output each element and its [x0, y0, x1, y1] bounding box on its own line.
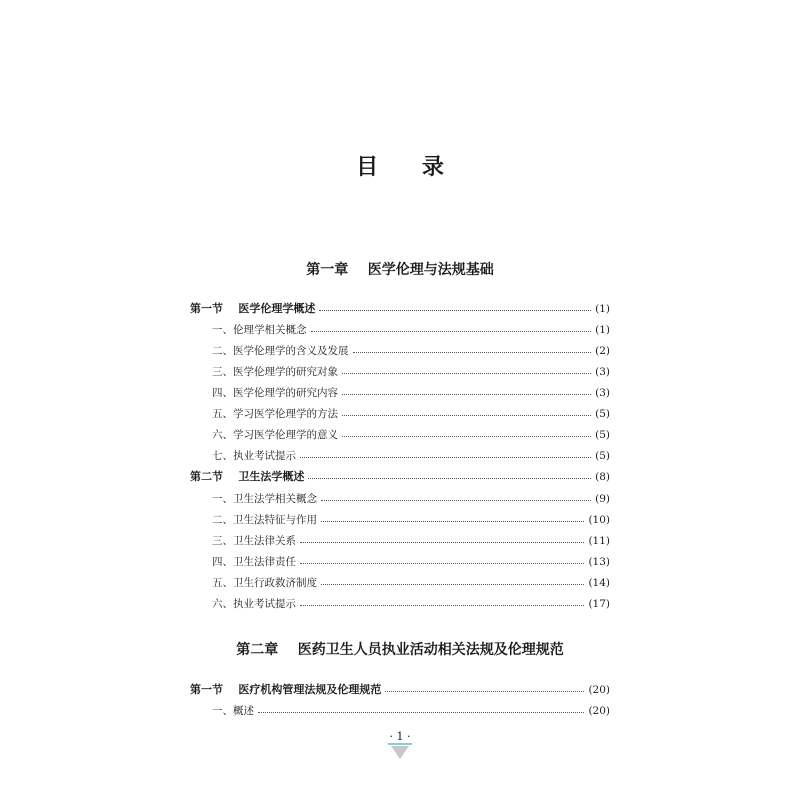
- toc-entry-page: (2): [595, 345, 610, 357]
- toc-entry-page: (1): [595, 303, 610, 315]
- dot-leader: [258, 711, 584, 713]
- toc-item-entry[interactable]: [190, 511, 610, 529]
- dot-leader: [353, 351, 592, 353]
- toc-item-entry[interactable]: [190, 702, 610, 720]
- folio-triangle-marker: [391, 746, 409, 759]
- toc-entry-page: (14): [588, 577, 610, 589]
- toc-entry-page: (11): [588, 535, 610, 547]
- toc-item-entry[interactable]: [190, 532, 610, 550]
- dot-leader: [385, 690, 584, 692]
- toc-item-entry[interactable]: [190, 342, 610, 360]
- toc-item-entry[interactable]: [190, 384, 610, 402]
- dot-leader: [321, 520, 584, 522]
- dot-leader: [342, 414, 591, 416]
- chapter-heading-2: 第二章 医药卫生人员执业活动相关法规及伦理规范: [236, 642, 564, 658]
- toc-entry-label: 三、医学伦理学的研究对象: [212, 366, 338, 378]
- toc-section-entry[interactable]: [190, 300, 610, 318]
- toc-entry-label: 一、概述: [212, 705, 254, 717]
- toc-entry-label: 第一节 医疗机构管理法规及伦理规范: [190, 683, 382, 696]
- toc-item-entry[interactable]: [190, 574, 610, 592]
- page-title: 目 录: [356, 155, 462, 180]
- toc-item-entry[interactable]: [190, 447, 610, 465]
- toc-entry-page: (5): [595, 450, 610, 462]
- toc-entry-page: (8): [595, 471, 610, 483]
- toc-entry-page: (1): [595, 324, 610, 336]
- dot-leader: [300, 562, 584, 564]
- toc-entry-page: (17): [588, 598, 610, 610]
- toc-entry-page: (3): [595, 387, 610, 399]
- toc-entry-label: 第一节 医学伦理学概述: [190, 302, 316, 315]
- toc-entry-label: 二、卫生法特征与作用: [212, 514, 317, 526]
- dot-leader: [321, 583, 584, 585]
- toc-item-entry[interactable]: [190, 426, 610, 444]
- toc-item-entry[interactable]: [190, 553, 610, 571]
- page-number: · 1 ·: [389, 730, 411, 743]
- toc-item-entry[interactable]: [190, 490, 610, 508]
- toc-entry-page: (10): [588, 514, 610, 526]
- toc-entry-label: 四、卫生法律责任: [212, 556, 296, 568]
- dot-leader: [300, 456, 591, 458]
- toc-entry-label: 七、执业考试提示: [212, 450, 296, 462]
- toc-entry-page: (5): [595, 408, 610, 420]
- toc-entry-label: 第二节 卫生法学概述: [190, 470, 305, 483]
- toc-entry-label: 三、卫生法律关系: [212, 535, 296, 547]
- dot-leader: [300, 541, 584, 543]
- toc-section-entry[interactable]: [190, 681, 610, 699]
- dot-leader: [308, 477, 591, 479]
- toc-entry-label: 五、卫生行政救济制度: [212, 577, 317, 589]
- toc-entry-page: (9): [595, 493, 610, 505]
- toc-entry-page: (5): [595, 429, 610, 441]
- toc-item-entry[interactable]: [190, 321, 610, 339]
- dot-leader: [300, 604, 584, 606]
- toc-item-entry[interactable]: [190, 405, 610, 423]
- dot-leader: [321, 499, 591, 501]
- toc-entry-label: 六、执业考试提示: [212, 598, 296, 610]
- dot-leader: [319, 309, 591, 311]
- toc-entry-label: 六、学习医学伦理学的意义: [212, 429, 338, 441]
- toc-entry-page: (20): [588, 684, 610, 696]
- folio-accent-bar: [388, 743, 412, 745]
- toc-entry-page: (13): [588, 556, 610, 568]
- dot-leader: [342, 393, 591, 395]
- dot-leader: [311, 330, 592, 332]
- toc-entry-page: (3): [595, 366, 610, 378]
- toc-entry-label: 五、学习医学伦理学的方法: [212, 408, 338, 420]
- chapter-heading-1: 第一章 医学伦理与法规基础: [306, 262, 494, 278]
- toc-item-entry[interactable]: [190, 363, 610, 381]
- toc-entry-label: 二、医学伦理学的含义及发展: [212, 345, 349, 357]
- toc-item-entry[interactable]: [190, 595, 610, 613]
- toc-section-entry[interactable]: [190, 468, 610, 486]
- dot-leader: [342, 435, 591, 437]
- toc-entry-label: 一、伦理学相关概念: [212, 324, 307, 336]
- toc-entry-label: 四、医学伦理学的研究内容: [212, 387, 338, 399]
- toc-entry-label: 一、卫生法学相关概念: [212, 493, 317, 505]
- dot-leader: [342, 372, 591, 374]
- toc-entry-page: (20): [588, 705, 610, 717]
